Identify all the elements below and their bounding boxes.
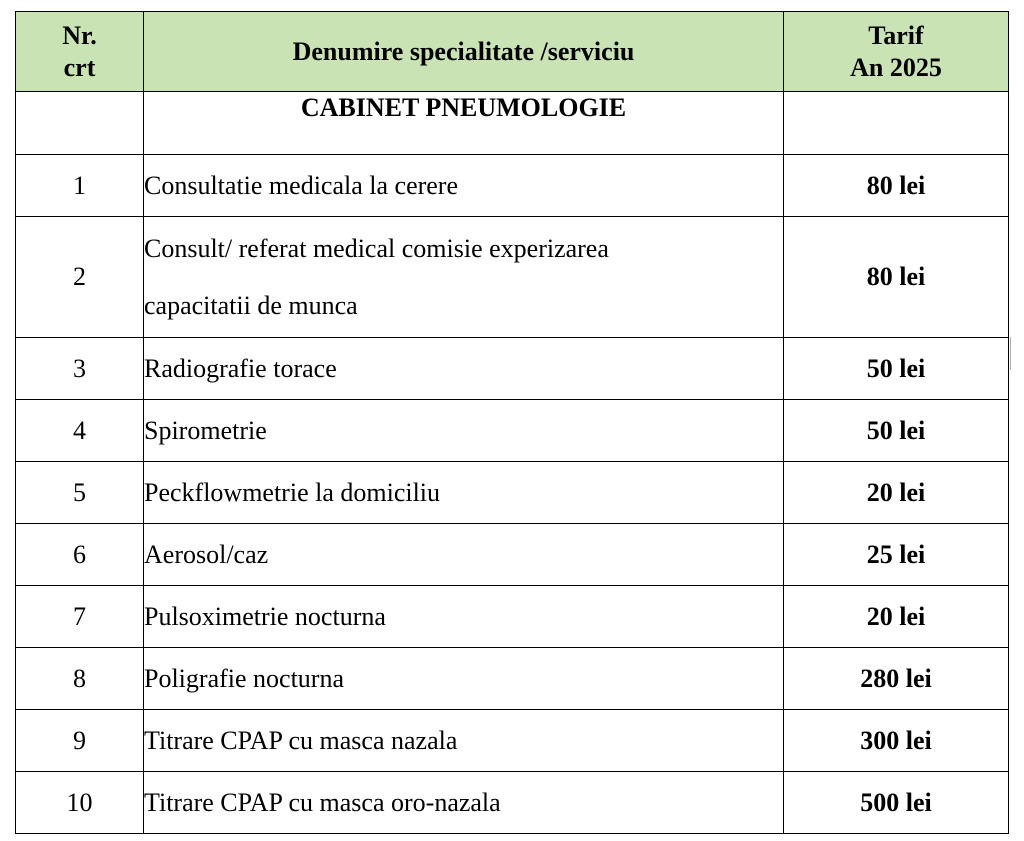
table-row	[16, 586, 1009, 648]
section-row	[16, 92, 1009, 155]
row-name: Peckflowmetrie la domiciliu	[144, 462, 784, 524]
row-name: Aerosol/caz	[144, 524, 784, 586]
row-nr: 3	[16, 338, 144, 400]
row-name-line2: capacitatii de munca	[144, 291, 358, 320]
header-denumire: Denumire specialitate /serviciu	[144, 12, 784, 92]
row-name: Consultatie medicala la cerere	[144, 155, 784, 217]
row-nr: 7	[16, 586, 144, 648]
price-table	[15, 11, 1009, 834]
header-nr	[16, 12, 144, 92]
row-tarif: 50 lei	[784, 338, 1009, 400]
row-tarif: 80 lei	[784, 155, 1009, 217]
table-row	[16, 462, 1009, 524]
row-name: Spirometrie	[144, 400, 784, 462]
table-row	[16, 155, 1009, 217]
row-tarif: 500 lei	[784, 772, 1009, 834]
row-tarif: 25 lei	[784, 524, 1009, 586]
row-nr: 10	[16, 772, 144, 834]
row-name	[144, 217, 784, 338]
row-nr: 8	[16, 648, 144, 710]
row-name: Titrare CPAP cu masca nazala	[144, 710, 784, 772]
row-nr: 1	[16, 155, 144, 217]
row-nr: 4	[16, 400, 144, 462]
row-name: Pulsoximetrie nocturna	[144, 586, 784, 648]
row-tarif: 20 lei	[784, 462, 1009, 524]
table-row	[16, 648, 1009, 710]
section-nr-cell	[16, 92, 144, 155]
table-row	[16, 524, 1009, 586]
row-nr: 9	[16, 710, 144, 772]
header-tarif-line1: Tarif	[868, 21, 924, 51]
header-tarif-line2: An 2025	[850, 52, 942, 82]
table-row	[16, 400, 1009, 462]
section-tarif-cell	[784, 92, 1009, 155]
row-nr: 2	[16, 217, 144, 338]
table-row	[16, 217, 1009, 338]
row-name-line1: Consult/ referat medical comisie experizarea	[144, 234, 609, 263]
row-tarif: 300 lei	[784, 710, 1009, 772]
header-nr-line1: Nr.	[62, 21, 97, 51]
row-nr: 5	[16, 462, 144, 524]
row-tarif: 20 lei	[784, 586, 1009, 648]
row-tarif: 80 lei	[784, 217, 1009, 338]
page-edge-divider	[1010, 337, 1011, 370]
row-tarif: 50 lei	[784, 400, 1009, 462]
row-tarif: 280 lei	[784, 648, 1009, 710]
table-row	[16, 710, 1009, 772]
header-row	[16, 12, 1009, 92]
row-name: Poligrafie nocturna	[144, 648, 784, 710]
header-tarif	[784, 12, 1009, 92]
row-nr: 6	[16, 524, 144, 586]
row-name: Radiografie torace	[144, 338, 784, 400]
table-row	[16, 772, 1009, 834]
section-title: CABINET PNEUMOLOGIE	[144, 92, 784, 155]
header-nr-line2: crt	[63, 52, 96, 82]
row-name: Titrare CPAP cu masca oro-nazala	[144, 772, 784, 834]
table-row	[16, 338, 1009, 400]
